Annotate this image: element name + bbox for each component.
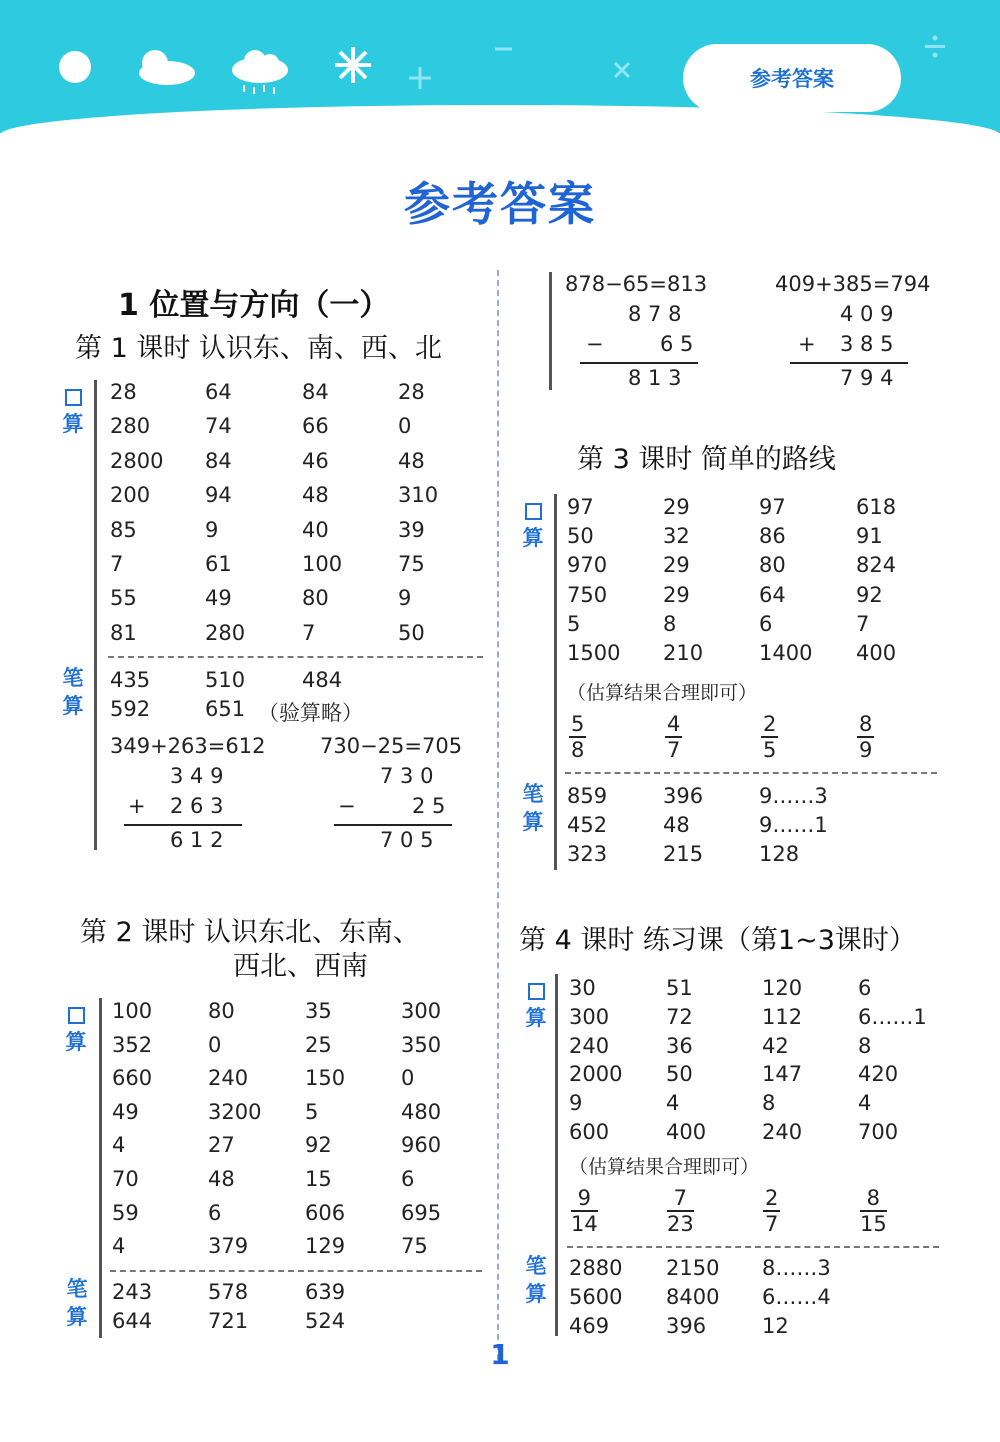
vertical-calc: 8 7 8 − 6 5 8 1 3: [578, 302, 718, 397]
table-row: 4 27 92 960: [112, 1133, 442, 1158]
table-row: 5600 8400 6……4: [569, 1285, 831, 1309]
written-tag: 笔 算: [525, 1254, 547, 1306]
column-divider: [497, 270, 499, 1360]
lesson1-vline: [94, 380, 97, 850]
oral-box-icon: [68, 1007, 85, 1024]
oral-tag: 算: [60, 382, 86, 438]
rain-cloud-icon: [232, 50, 288, 94]
table-row: 660 240 150 0: [112, 1066, 415, 1091]
lesson1-eq2: 730−25=705: [320, 734, 463, 758]
lesson1-eq1: 349+263=612: [110, 734, 266, 758]
lesson3-vline: [554, 494, 557, 870]
divider: [567, 1246, 939, 1248]
lesson2-title: 第 2 课时 认识东北、东南、: [80, 917, 420, 948]
table-row: 7 61 100 75: [110, 551, 425, 576]
table-row: 59 6 606 695: [112, 1200, 442, 1225]
lesson1-oral-grid: [110, 380, 490, 655]
sun-icon: [59, 51, 91, 83]
lesson1-written-grid: [110, 668, 490, 726]
oral-tag: 算: [520, 496, 546, 552]
table-row: 469 396 12: [569, 1314, 789, 1338]
table-row: 323 215 128: [567, 842, 800, 866]
table-row: 280 74 66 0: [110, 414, 412, 439]
oral-box-icon: [528, 983, 545, 1000]
weather-icons: [55, 45, 415, 105]
vertical-calc: 7 3 0 − 2 5 7 0 5: [330, 764, 470, 859]
fraction: $\frac{5}{8}$: [571, 712, 585, 762]
estimate-note: （估算结果合理即可）: [567, 682, 758, 704]
snowflake-icon: [335, 47, 371, 83]
lesson4-title: 第 4 课时 练习课（第1~3课时）: [519, 925, 916, 956]
table-row: 243 578 639: [112, 1280, 346, 1304]
lesson3-written-grid: [567, 784, 947, 871]
lesson2-written-grid: [112, 1280, 492, 1338]
fraction: $\frac{2}{5}$: [763, 712, 777, 762]
lesson3-oral-grid: [567, 495, 947, 670]
table-row: 600 400 240 700: [569, 1119, 899, 1144]
right-top-vline: [549, 272, 552, 390]
divide-icon: [925, 36, 945, 58]
table-row: 85 9 40 39: [110, 517, 425, 542]
oral-tag: 算: [523, 976, 549, 1032]
lesson4-oral-grid: [569, 976, 949, 1149]
oral-tag: 算: [63, 1000, 89, 1056]
written-tag: 笔 算: [66, 1277, 88, 1329]
fraction: $\frac{8}{9}$: [859, 712, 873, 762]
table-row: 200 94 48 310: [110, 483, 439, 508]
written-tag: 笔 算: [522, 782, 544, 834]
fraction: $\frac{8}{15}$: [860, 1186, 887, 1236]
fraction: $\frac{4}{7}$: [667, 712, 681, 762]
written-tag: 笔 算: [62, 666, 84, 718]
plus-icon: [409, 67, 431, 89]
page-number: 1: [490, 1338, 510, 1371]
page-title: 参考答案: [404, 177, 596, 231]
table-row: 352 0 25 350: [112, 1032, 442, 1057]
table-row: 435 510 484: [110, 668, 343, 692]
fraction: $\frac{9}{14}$: [571, 1186, 598, 1236]
lesson2-title-line2: 西北、西南: [233, 951, 368, 982]
vertical-calc: 4 0 9 + 3 8 5 7 9 4: [790, 302, 930, 397]
table-row: 2880 2150 8……3: [569, 1256, 831, 1280]
oral-box-icon: [65, 389, 82, 406]
right-eq2: 409+385=794: [775, 272, 931, 296]
table-row: 750 29 64 92: [567, 582, 883, 607]
lesson4-vline: [555, 974, 558, 1336]
vertical-calc: 3 4 9 + 2 6 3 6 1 2: [120, 764, 260, 859]
table-row: 4 379 129 75: [112, 1234, 428, 1259]
lesson3-title: 第 3 课时 简单的路线: [577, 444, 836, 475]
table-row: 49 3200 5 480: [112, 1099, 442, 1124]
partly-cloudy-icon: [139, 50, 195, 85]
table-row: 30 51 120 6: [569, 976, 872, 1000]
table-row: 50 32 86 91: [567, 524, 883, 549]
divider: [110, 1270, 482, 1272]
table-row: 2000 50 147 420: [569, 1062, 899, 1087]
table-row: 859 396 9……3: [567, 784, 828, 808]
table-row: 97 29 97 618: [567, 495, 897, 519]
table-row: 81 280 7 50: [110, 620, 425, 645]
lesson2-oral-grid: [112, 999, 492, 1268]
table-row: 9 4 8 4: [569, 1091, 872, 1116]
fraction: $\frac{2}{7}$: [765, 1186, 779, 1236]
table-row: 970 29 80 824: [567, 553, 897, 578]
right-eq1: 878−65=813: [565, 272, 708, 296]
table-row: 70 48 15 6: [112, 1166, 415, 1191]
oral-box-icon: [525, 503, 542, 520]
divider: [108, 656, 483, 658]
fraction: $\frac{7}{23}$: [667, 1186, 694, 1236]
table-row: 300 72 112 6……1: [569, 1004, 927, 1029]
table-row: 240 36 42 8: [569, 1033, 872, 1058]
divider: [565, 772, 937, 774]
table-row: 28 64 84 28: [110, 380, 425, 404]
lesson4-written-grid: [569, 1256, 949, 1343]
table-row: 55 49 80 9: [110, 586, 412, 611]
lesson1-title: 第 1 课时 认识东、南、西、北: [75, 333, 442, 364]
table-row: 2800 84 46 48: [110, 448, 425, 473]
table-row: 5 8 6 7: [567, 611, 870, 636]
table-row: 592 651 （验算略）: [110, 697, 363, 725]
estimate-note: （估算结果合理即可）: [569, 1156, 760, 1178]
table-row: 452 48 9……1: [567, 813, 828, 837]
table-row: 644 721 524: [112, 1309, 346, 1333]
lesson2-vline: [99, 998, 102, 1338]
header-badge: 参考答案: [683, 44, 901, 112]
table-row: 1500 210 1400 400: [567, 640, 897, 665]
table-row: 100 80 35 300: [112, 999, 442, 1023]
times-icon: [615, 63, 629, 77]
section-title: 1 位置与方向（一）: [118, 288, 390, 323]
